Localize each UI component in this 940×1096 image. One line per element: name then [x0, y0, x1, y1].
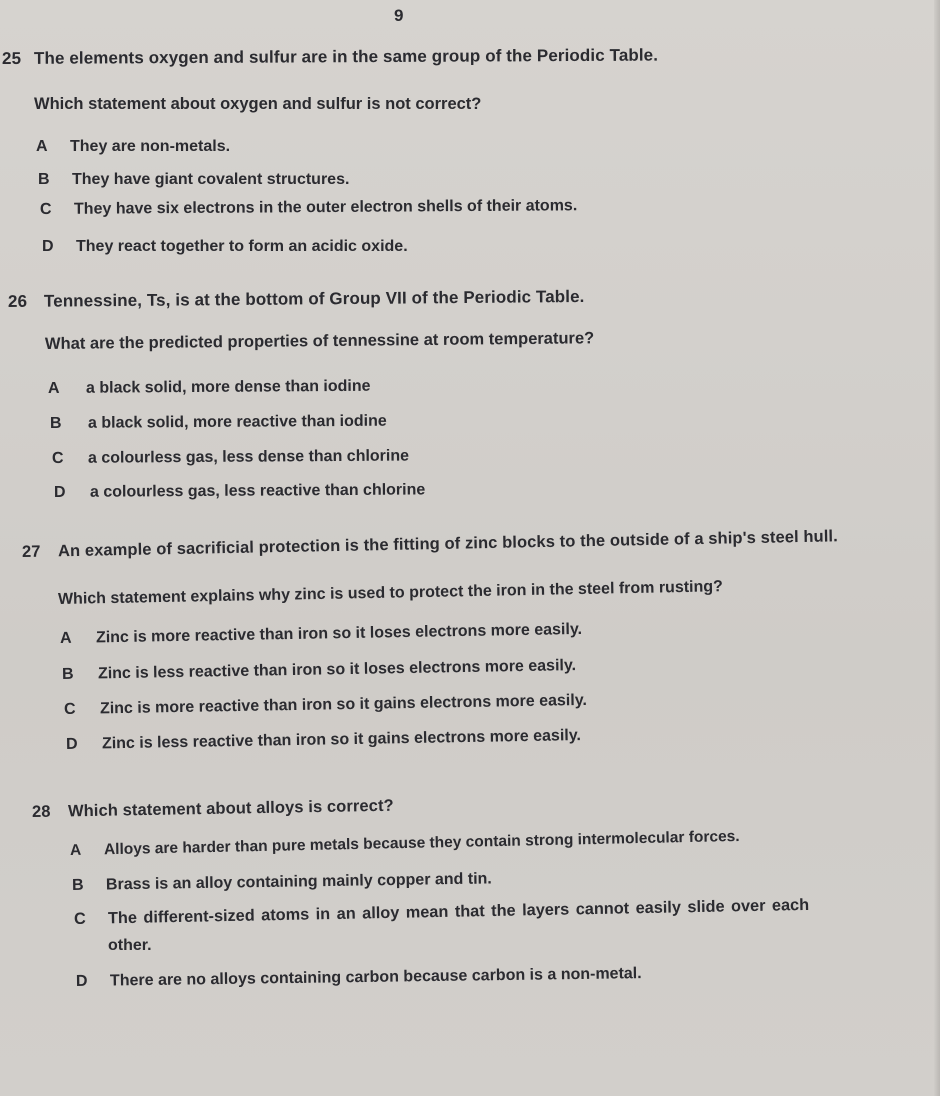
stem-text: Tennessine, Ts, is at the bottom of Group VII of the Periodic Table. — [43, 286, 585, 311]
option-text: There are no alloys containing carbon because carbon is a non-metal. — [109, 965, 642, 990]
option-text: They react together to form an acidic oxide. — [76, 238, 408, 255]
question-27-stem — [22, 527, 838, 562]
option-letter: A — [47, 379, 60, 397]
question-25-prompt — [34, 95, 481, 114]
question-number: 26 — [7, 291, 28, 311]
prompt-text: Which statement about oxygen and sulfur is not correct? — [34, 95, 482, 113]
option-text: Zinc is more reactive than iron so it gains electrons more easily. — [99, 691, 588, 718]
option-letter: C — [39, 200, 52, 218]
option-25-b[interactable] — [38, 171, 349, 189]
option-27-a[interactable] — [60, 621, 582, 648]
question-25-stem — [2, 46, 658, 69]
question-26-prompt — [45, 329, 594, 354]
option-letter: C — [63, 700, 76, 718]
option-28-c[interactable] — [74, 896, 809, 929]
option-letter: B — [38, 171, 50, 188]
stem-text: An example of sacrificial protection is the fitting of zinc blocks to the outside of a ship's steel hull. — [57, 527, 838, 561]
option-letter: D — [53, 483, 66, 501]
option-27-c[interactable] — [64, 692, 587, 719]
option-text: a colourless gas, less reactive than chlorine — [89, 481, 426, 501]
option-text-line-2: other. — [108, 937, 152, 954]
option-text-part-2: easily slide over each — [628, 895, 810, 918]
question-28-stem — [32, 797, 394, 822]
option-text: Zinc is less reactive than iron so it loses electrons more easily. — [97, 657, 577, 683]
option-25-d[interactable] — [42, 238, 408, 256]
option-letter: C — [73, 909, 86, 928]
option-28-d[interactable] — [76, 965, 642, 991]
paper-edge — [934, 0, 940, 1096]
emphasis-cannot: cannot — [575, 899, 630, 919]
option-28-b[interactable] — [72, 870, 492, 895]
stem-text: Which statement about alloys is correct? — [67, 796, 394, 821]
question-number: 28 — [31, 802, 51, 821]
option-letter: D — [42, 238, 54, 255]
option-letter: C — [51, 449, 64, 467]
option-27-d[interactable] — [66, 727, 581, 754]
option-text: They have giant covalent structures. — [72, 171, 350, 188]
option-letter: D — [65, 735, 78, 753]
option-text: They are non-metals. — [70, 138, 231, 155]
option-text: They have six electrons in the outer electron shells of their atoms. — [73, 197, 578, 218]
option-letter: B — [71, 876, 84, 894]
option-25-a[interactable] — [36, 138, 230, 156]
question-26-stem — [8, 287, 585, 312]
prompt-text: Which statement explains why zinc is used to protect the iron in the steel from rusting? — [57, 578, 724, 608]
question-27-prompt — [58, 578, 723, 609]
option-26-a[interactable] — [48, 378, 371, 398]
option-28-c-continued — [108, 937, 152, 955]
question-number: 25 — [1, 48, 22, 68]
prompt-text: What are the predicted properties of tennessine at room temperature? — [44, 329, 595, 353]
option-text: Brass is an alloy containing mainly copper and tin. — [105, 870, 492, 894]
stem-text: The elements oxygen and sulfur are in the same group of the Periodic Table. — [33, 45, 659, 68]
option-letter: B — [61, 665, 74, 683]
option-26-c[interactable] — [52, 448, 409, 468]
option-text: Alloys are harder than pure metals because they contain strong intermolecular forces. — [103, 827, 740, 859]
option-text: a black solid, more reactive than iodine — [87, 412, 387, 432]
option-letter: D — [75, 972, 88, 990]
option-text: Zinc is more reactive than iron so it loses electrons more easily. — [95, 620, 583, 647]
option-letter: B — [49, 414, 62, 432]
option-letter: A — [36, 138, 48, 155]
option-27-b[interactable] — [62, 657, 576, 684]
option-letter: A — [69, 841, 82, 859]
page-number: 9 — [394, 6, 404, 25]
option-25-c[interactable] — [40, 197, 577, 219]
option-text: a colourless gas, less dense than chlorine — [87, 447, 410, 467]
option-text: a black solid, more dense than iodine — [85, 377, 371, 397]
option-26-b[interactable] — [50, 413, 387, 433]
option-28-a[interactable] — [70, 828, 740, 860]
question-number: 27 — [21, 542, 41, 561]
option-text: Zinc is less reactive than iron so it gains electrons more easily. — [101, 727, 582, 753]
option-letter: A — [59, 629, 72, 647]
option-26-d[interactable] — [54, 481, 425, 502]
option-text-part-1: The different-sized atoms in an alloy mean that the layers — [107, 900, 576, 928]
